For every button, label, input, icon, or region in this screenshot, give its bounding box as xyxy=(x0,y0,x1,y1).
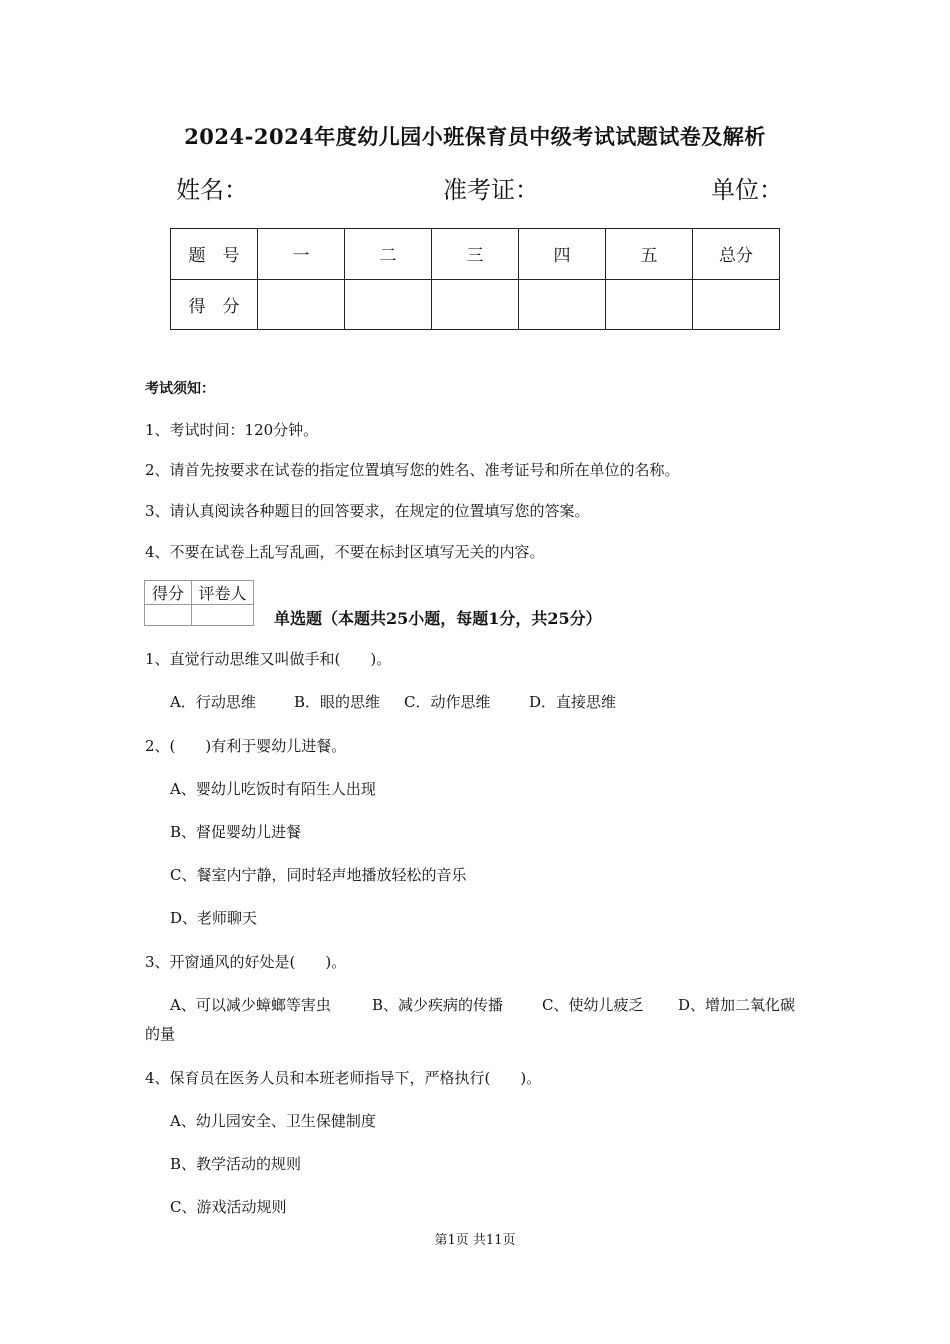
score-table xyxy=(170,228,780,330)
grader-table xyxy=(144,580,254,626)
page-title: 2024-2024年度幼儿园小班保育员中级考试试题试卷及解析 xyxy=(184,124,766,149)
option: A、幼儿园安全、卫生保健制度 xyxy=(170,1112,376,1130)
grader-score-label: 得分 xyxy=(145,581,192,605)
score-table-header-cell: 三 xyxy=(432,229,519,280)
option: C．动作思维 xyxy=(404,693,491,711)
section-title: 单选题（本题共25小题，每题1分，共25分） xyxy=(274,609,602,628)
option: D、增加二氧化碳 xyxy=(678,996,796,1014)
score-table-score-row xyxy=(171,279,780,330)
grader-score-cell[interactable] xyxy=(145,605,192,626)
notice-item: 4、不要在试卷上乱写乱画，不要在标封区填写无关的内容。 xyxy=(145,543,545,561)
option-continued: 的量 xyxy=(145,1025,176,1043)
notice-item: 3、请认真阅读各种题目的回答要求，在规定的位置填写您的答案。 xyxy=(145,502,590,520)
grader-reviewer-cell[interactable] xyxy=(192,605,254,626)
name-field-label: 姓名： xyxy=(176,176,248,204)
option: A、婴幼儿吃饭时有陌生人出现 xyxy=(170,780,376,798)
score-table-header-cell: 题 号 xyxy=(171,229,258,280)
option-row xyxy=(170,691,616,712)
option: D、老师聊天 xyxy=(170,909,258,927)
question-stem: 4、保育员在医务人员和本班老师指导下，严格执行( )。 xyxy=(145,1069,542,1087)
score-cell[interactable] xyxy=(345,279,432,330)
score-cell[interactable] xyxy=(432,279,519,330)
notice-heading: 考试须知： xyxy=(145,381,215,397)
option: C、游戏活动规则 xyxy=(170,1198,287,1216)
notice-item: 1、考试时间：120分钟。 xyxy=(145,421,319,439)
option-row xyxy=(170,994,795,1015)
option: C、餐室内宁静，同时轻声地播放轻松的音乐 xyxy=(170,866,467,884)
score-cell[interactable] xyxy=(258,279,345,330)
grader-reviewer-label: 评卷人 xyxy=(192,581,254,605)
score-cell[interactable] xyxy=(519,279,606,330)
option: D．直接思维 xyxy=(529,693,617,711)
option: B、教学活动的规则 xyxy=(170,1155,302,1173)
score-table-header-cell: 五 xyxy=(606,229,693,280)
option: B、减少疾病的传播 xyxy=(372,996,504,1014)
page-footer: 第1页 共11页 xyxy=(434,1233,516,1248)
score-cell[interactable] xyxy=(606,279,693,330)
notice-item: 2、请首先按要求在试卷的指定位置填写您的姓名、准考证号和所在单位的名称。 xyxy=(145,461,680,479)
score-row-label: 得 分 xyxy=(171,279,258,330)
score-cell[interactable] xyxy=(693,279,780,330)
option: B．眼的思维 xyxy=(294,693,381,711)
exam-id-field-label: 准考证： xyxy=(443,176,539,204)
score-table-header-row xyxy=(171,229,780,280)
question-stem: 3、开窗通风的好处是( )。 xyxy=(145,953,347,971)
question-stem: 2、( )有利于婴幼儿进餐。 xyxy=(145,737,347,755)
score-table-header-cell: 一 xyxy=(258,229,345,280)
unit-field-label: 单位： xyxy=(711,176,783,204)
question-stem: 1、直觉行动思维又叫做手和( )。 xyxy=(145,650,392,668)
score-table-header-cell: 四 xyxy=(519,229,606,280)
score-table-header-cell: 总分 xyxy=(693,229,780,280)
option: B、督促婴幼儿进餐 xyxy=(170,823,302,841)
option: C、使幼儿疲乏 xyxy=(542,996,644,1014)
option: A、可以减少蟑螂等害虫 xyxy=(170,996,331,1014)
score-table-header-cell: 二 xyxy=(345,229,432,280)
option: A．行动思维 xyxy=(170,693,256,711)
